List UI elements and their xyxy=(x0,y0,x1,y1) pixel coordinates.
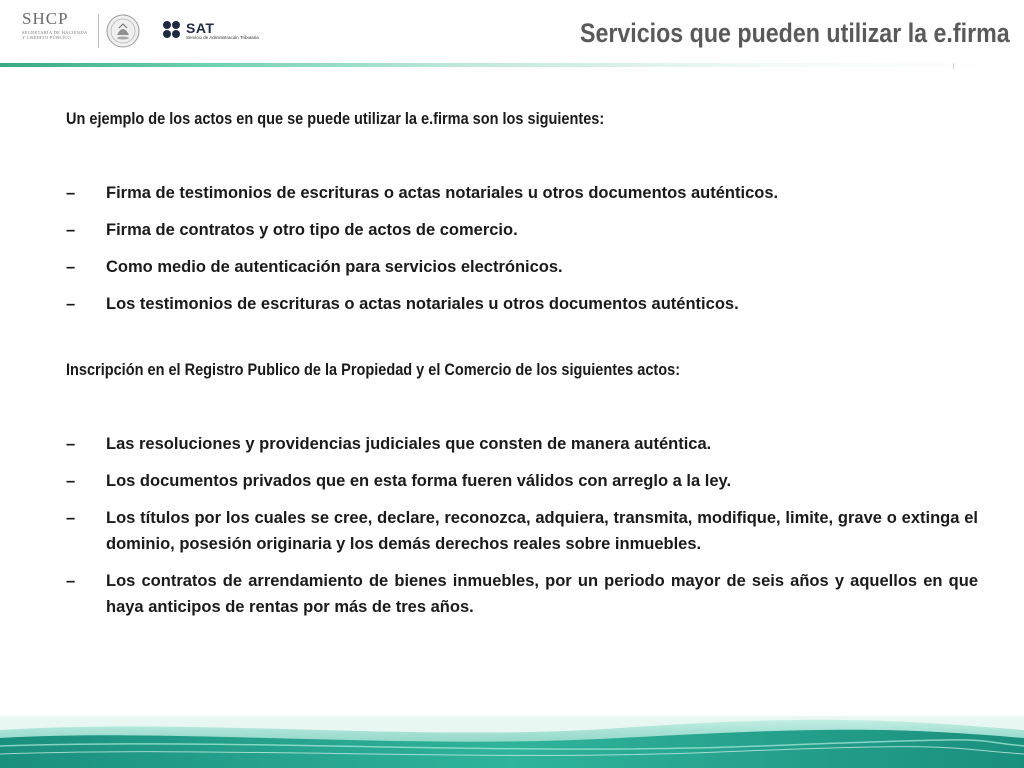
list-item-text: Los testimonios de escrituras o actas notariales u otros documentos auténticos. xyxy=(106,295,739,313)
page-title: Servicios que pueden utilizar la e.firma xyxy=(580,18,1010,48)
shcp-logo xyxy=(22,10,92,52)
dash-bullet: – xyxy=(66,184,76,202)
shcp-logo-subtitle xyxy=(22,30,92,40)
header-divider xyxy=(0,63,1024,67)
list-item-text: Firma de testimonios de escrituras o actas notariales u otros documentos auténticos. xyxy=(106,184,779,202)
shcp-logo-text: SHCP xyxy=(22,9,69,28)
sat-dots-icon xyxy=(162,20,184,42)
sat-logo-subtitle: Servicio de Administración Tributaria xyxy=(186,35,259,40)
intro-paragraph: Un ejemplo de los actos en que se puede utilizar la e.firma son los siguientes: xyxy=(66,110,605,128)
dash-bullet: – xyxy=(66,258,76,276)
list-item xyxy=(66,291,978,317)
list-item xyxy=(66,180,978,206)
logo-divider xyxy=(98,14,99,48)
divider-tick xyxy=(953,63,954,69)
list-item-text: Las resoluciones y providencias judiciales que consten de manera auténtica. xyxy=(106,435,712,453)
list-item-text: Firma de contratos y otro tipo de actos de comercio. xyxy=(106,221,518,239)
shcp-sub-line: SECRETARÍA DE HACIENDA xyxy=(22,30,88,35)
list-item xyxy=(66,468,978,494)
mexican-coat-of-arms-icon xyxy=(106,14,140,48)
list-item xyxy=(66,505,978,557)
dash-bullet: – xyxy=(66,295,76,313)
dash-bullet: – xyxy=(66,435,76,453)
dash-bullet: – xyxy=(66,509,76,527)
sat-logo-text: SAT xyxy=(186,20,215,36)
list-item-text: Como medio de autenticación para servicios electrónicos. xyxy=(106,258,563,276)
dash-bullet: – xyxy=(66,572,76,590)
list-item xyxy=(66,568,978,620)
usage-list xyxy=(66,180,978,328)
list-item-text: Los documentos privados que en esta forma fueren válidos con arreglo a la ley. xyxy=(106,472,732,490)
section-heading: Inscripción en el Registro Publico de la Propiedad y el Comercio de los siguientes actos: xyxy=(66,361,681,379)
registry-acts-list xyxy=(66,431,978,631)
decorative-footer-band xyxy=(0,716,1024,768)
list-item-text: Los contratos de arrendamiento de bienes inmuebles, por un periodo mayor de seis años y aquellos en que haya anticipos de rentas por más de tres años. xyxy=(106,572,978,616)
list-item xyxy=(66,431,978,457)
list-item xyxy=(66,254,978,280)
list-item-text: Los títulos por los cuales se cree, declare, reconozca, adquiera, transmita, modifique, limite, grave o extinga el dominio, posesión originaria y los demás derechos reales sobre inmuebles. xyxy=(106,509,978,553)
slide-header xyxy=(0,0,1024,68)
list-item xyxy=(66,217,978,243)
dash-bullet: – xyxy=(66,221,76,239)
dash-bullet: – xyxy=(66,472,76,490)
sat-logo xyxy=(162,20,282,44)
shcp-sub-line: Y CRÉDITO PÚBLICO xyxy=(22,35,72,40)
